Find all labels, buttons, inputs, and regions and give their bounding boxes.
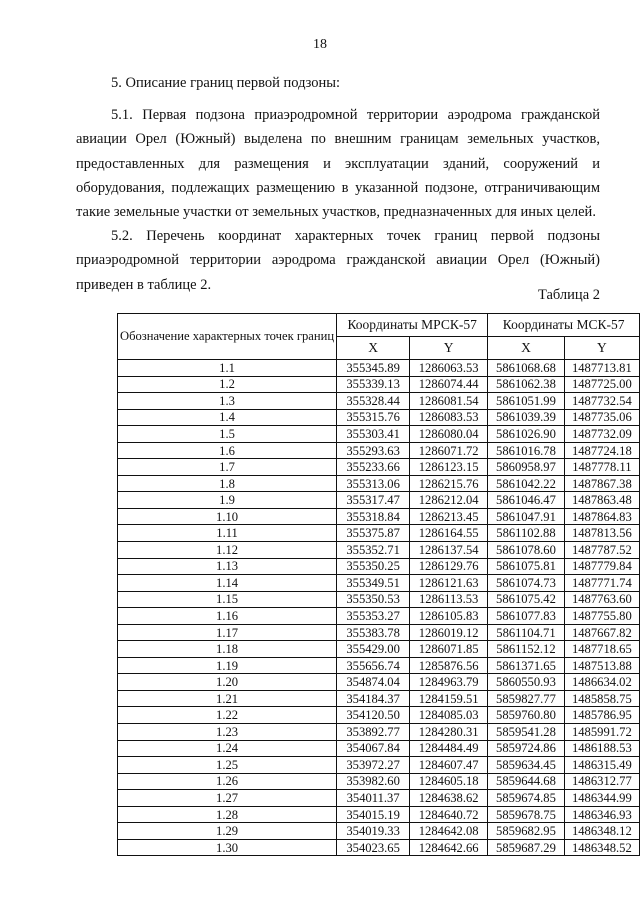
point-id-cell: 1.20 (118, 674, 337, 691)
y-mrsk57-cell: 1285876.56 (410, 657, 488, 674)
point-id-cell: 1.16 (118, 608, 337, 625)
section-heading: 5. Описание границ первой подзоны: (111, 75, 341, 91)
point-id-cell: 1.9 (118, 492, 337, 509)
paragraph-line: авиации Орел (Южный) выделена по внешним границам земельных участков, (76, 131, 600, 148)
x-mrsk57-cell: 355429.00 (337, 641, 410, 658)
x-mrsk57-cell: 355350.25 (337, 558, 410, 575)
x-mrsk57-cell: 353972.27 (337, 757, 410, 774)
point-id-cell: 1.11 (118, 525, 337, 542)
y-mrsk57-cell: 1286123.15 (410, 459, 488, 476)
y-msk57-cell: 1487787.52 (564, 542, 639, 559)
x-msk57-cell: 5859644.68 (488, 773, 565, 790)
x-mrsk57-cell: 355318.84 (337, 508, 410, 525)
x-msk57-cell: 5861046.47 (488, 492, 565, 509)
point-id-cell: 1.1 (118, 360, 337, 377)
y-msk57-cell: 1487755.80 (564, 608, 639, 625)
point-id-cell: 1.4 (118, 409, 337, 426)
table-row (118, 459, 640, 476)
table-row (118, 492, 640, 509)
y-mrsk57-cell: 1284642.66 (410, 839, 488, 856)
x-msk57-cell: 5861102.88 (488, 525, 565, 542)
x-mrsk57-cell: 355317.47 (337, 492, 410, 509)
point-id-cell: 1.27 (118, 790, 337, 807)
x-mrsk57-cell: 355313.06 (337, 475, 410, 492)
x-msk57-cell: 5859674.85 (488, 790, 565, 807)
paragraph-line: приаэродромной территории аэродрома гражданской авиации Орел (Южный) (76, 252, 600, 269)
y-msk57-cell: 1486315.49 (564, 757, 639, 774)
x-msk57-cell: 5860958.97 (488, 459, 565, 476)
y-msk57-cell: 1486348.52 (564, 839, 639, 856)
x-msk57-cell: 5861077.83 (488, 608, 565, 625)
y-msk57-cell: 1487864.83 (564, 508, 639, 525)
y-mrsk57-cell: 1284642.08 (410, 823, 488, 840)
x-mrsk57-cell: 355383.78 (337, 624, 410, 641)
table-row (118, 790, 640, 807)
y-mrsk57-cell: 1286213.45 (410, 508, 488, 525)
x-msk57-cell: 5859760.80 (488, 707, 565, 724)
y-mrsk57-cell: 1284484.49 (410, 740, 488, 757)
point-id-cell: 1.5 (118, 426, 337, 443)
paragraph-line: такие земельные участки от земельных участков, предназначенных для иных целей. (76, 204, 596, 221)
x-msk57-cell: 5859541.28 (488, 724, 565, 741)
x-msk57-cell: 5859724.86 (488, 740, 565, 757)
y-mrsk57-cell: 1286215.76 (410, 475, 488, 492)
table-row (118, 757, 640, 774)
x-mrsk57-cell: 354023.65 (337, 839, 410, 856)
x-msk57-cell: 5861074.73 (488, 575, 565, 592)
x-mrsk57-cell: 354019.33 (337, 823, 410, 840)
paragraph-5-2 (76, 224, 600, 297)
y-msk57-cell: 1487763.60 (564, 591, 639, 608)
paragraph-line: 5.2. Перечень координат характерных точек границ первой подзоны (111, 228, 600, 244)
x-mrsk57-cell: 355656.74 (337, 657, 410, 674)
y-mrsk57-cell: 1284963.79 (410, 674, 488, 691)
x-mrsk57-cell: 355233.66 (337, 459, 410, 476)
table-row (118, 707, 640, 724)
table-row (118, 624, 640, 641)
table-row (118, 674, 640, 691)
table-row (118, 575, 640, 592)
y-msk57-cell: 1487813.56 (564, 525, 639, 542)
y-msk57-cell: 1487724.18 (564, 442, 639, 459)
table-row (118, 773, 640, 790)
y-msk57-cell: 1486188.53 (564, 740, 639, 757)
y-msk57-cell: 1487667.82 (564, 624, 639, 641)
x-mrsk57-cell: 355303.41 (337, 426, 410, 443)
y-mrsk57-cell: 1284085.03 (410, 707, 488, 724)
y-msk57-cell: 1487718.65 (564, 641, 639, 658)
x-mrsk57-cell: 354120.50 (337, 707, 410, 724)
y-mrsk57-cell: 1286164.55 (410, 525, 488, 542)
x-msk57-cell: 5861047.91 (488, 508, 565, 525)
y-msk57-cell: 1485991.72 (564, 724, 639, 741)
y-msk57-cell: 1487867.38 (564, 475, 639, 492)
table-body (118, 360, 640, 856)
point-id-cell: 1.10 (118, 508, 337, 525)
point-id-cell: 1.28 (118, 806, 337, 823)
table-row (118, 376, 640, 393)
page-number: 18 (313, 37, 327, 52)
point-id-cell: 1.6 (118, 442, 337, 459)
x-mrsk57-cell: 355349.51 (337, 575, 410, 592)
x-mrsk57-cell: 353982.60 (337, 773, 410, 790)
table-row (118, 558, 640, 575)
table-row (118, 393, 640, 410)
x-mrsk57-cell: 353892.77 (337, 724, 410, 741)
point-id-cell: 1.19 (118, 657, 337, 674)
y-msk57-cell: 1487863.48 (564, 492, 639, 509)
point-id-cell: 1.3 (118, 393, 337, 410)
table-row (118, 608, 640, 625)
point-id-cell: 1.17 (118, 624, 337, 641)
y-mrsk57-cell: 1284280.31 (410, 724, 488, 741)
x-msk57-cell: 5861371.65 (488, 657, 565, 674)
header-x-mrsk57: X (337, 337, 410, 360)
y-msk57-cell: 1487778.11 (564, 459, 639, 476)
table-row (118, 426, 640, 443)
point-id-cell: 1.8 (118, 475, 337, 492)
paragraph-line: предоставленных для размещения и эксплуатации зданий, сооружений и (76, 155, 600, 172)
x-msk57-cell: 5861078.60 (488, 542, 565, 559)
point-id-cell: 1.29 (118, 823, 337, 840)
paragraph-5-1 (76, 103, 600, 224)
y-msk57-cell: 1485858.75 (564, 690, 639, 707)
x-msk57-cell: 5861062.38 (488, 376, 565, 393)
paragraph-line: оборудования, подлежащих размещению в указанной подзоне, отграничивающим (76, 179, 600, 196)
y-msk57-cell: 1485786.95 (564, 707, 639, 724)
point-id-cell: 1.25 (118, 757, 337, 774)
table-row (118, 409, 640, 426)
point-id-cell: 1.18 (118, 641, 337, 658)
paragraph-line: 5.1. Первая подзона приаэродромной территории аэродрома гражданской (111, 107, 600, 123)
table-row (118, 360, 640, 377)
y-mrsk57-cell: 1286137.54 (410, 542, 488, 559)
x-msk57-cell: 5859634.45 (488, 757, 565, 774)
x-msk57-cell: 5861075.42 (488, 591, 565, 608)
point-id-cell: 1.30 (118, 839, 337, 856)
table-row (118, 475, 640, 492)
coordinates-table (117, 313, 640, 856)
x-mrsk57-cell: 355353.27 (337, 608, 410, 625)
x-mrsk57-cell: 355375.87 (337, 525, 410, 542)
point-id-cell: 1.13 (118, 558, 337, 575)
x-msk57-cell: 5861039.39 (488, 409, 565, 426)
y-msk57-cell: 1487779.84 (564, 558, 639, 575)
x-msk57-cell: 5861152.12 (488, 641, 565, 658)
y-mrsk57-cell: 1286129.76 (410, 558, 488, 575)
y-mrsk57-cell: 1284605.18 (410, 773, 488, 790)
y-mrsk57-cell: 1284640.72 (410, 806, 488, 823)
y-msk57-cell: 1487771.74 (564, 575, 639, 592)
table-row (118, 740, 640, 757)
y-mrsk57-cell: 1286071.72 (410, 442, 488, 459)
x-mrsk57-cell: 355339.13 (337, 376, 410, 393)
x-mrsk57-cell: 354011.37 (337, 790, 410, 807)
y-mrsk57-cell: 1286081.54 (410, 393, 488, 410)
x-mrsk57-cell: 355350.53 (337, 591, 410, 608)
y-msk57-cell: 1486634.02 (564, 674, 639, 691)
y-mrsk57-cell: 1286121.63 (410, 575, 488, 592)
x-mrsk57-cell: 355328.44 (337, 393, 410, 410)
x-mrsk57-cell: 354874.04 (337, 674, 410, 691)
y-msk57-cell: 1487513.88 (564, 657, 639, 674)
x-msk57-cell: 5861042.22 (488, 475, 565, 492)
y-mrsk57-cell: 1286063.53 (410, 360, 488, 377)
x-mrsk57-cell: 354015.19 (337, 806, 410, 823)
y-msk57-cell: 1487732.54 (564, 393, 639, 410)
table-row (118, 823, 640, 840)
y-mrsk57-cell: 1284607.47 (410, 757, 488, 774)
y-mrsk57-cell: 1284638.62 (410, 790, 488, 807)
table-row (118, 724, 640, 741)
x-msk57-cell: 5861051.99 (488, 393, 565, 410)
point-id-cell: 1.23 (118, 724, 337, 741)
table-row (118, 591, 640, 608)
x-msk57-cell: 5861104.71 (488, 624, 565, 641)
x-msk57-cell: 5860550.93 (488, 674, 565, 691)
x-msk57-cell: 5859678.75 (488, 806, 565, 823)
y-mrsk57-cell: 1284159.51 (410, 690, 488, 707)
point-id-cell: 1.15 (118, 591, 337, 608)
table-row (118, 542, 640, 559)
header-y-msk57: Y (564, 337, 639, 360)
y-msk57-cell: 1486344.99 (564, 790, 639, 807)
y-msk57-cell: 1486312.77 (564, 773, 639, 790)
table-row (118, 508, 640, 525)
x-msk57-cell: 5861068.68 (488, 360, 565, 377)
x-msk57-cell: 5861075.81 (488, 558, 565, 575)
x-mrsk57-cell: 354067.84 (337, 740, 410, 757)
header-point-name: Обозначение характерных точек границ (118, 314, 337, 360)
y-msk57-cell: 1487732.09 (564, 426, 639, 443)
x-msk57-cell: 5861016.78 (488, 442, 565, 459)
y-mrsk57-cell: 1286071.85 (410, 641, 488, 658)
x-msk57-cell: 5859682.95 (488, 823, 565, 840)
table-row (118, 690, 640, 707)
point-id-cell: 1.22 (118, 707, 337, 724)
table-row (118, 839, 640, 856)
y-msk57-cell: 1486346.93 (564, 806, 639, 823)
paragraph-line: приведен в таблице 2. (76, 276, 212, 293)
x-mrsk57-cell: 355352.71 (337, 542, 410, 559)
table-row (118, 525, 640, 542)
table-row (118, 806, 640, 823)
table-row (118, 657, 640, 674)
y-mrsk57-cell: 1286083.53 (410, 409, 488, 426)
table-caption: Таблица 2 (537, 287, 600, 303)
point-id-cell: 1.2 (118, 376, 337, 393)
table-row (118, 442, 640, 459)
header-y-mrsk57: Y (410, 337, 488, 360)
x-mrsk57-cell: 355345.89 (337, 360, 410, 377)
y-mrsk57-cell: 1286019.12 (410, 624, 488, 641)
y-mrsk57-cell: 1286105.83 (410, 608, 488, 625)
y-mrsk57-cell: 1286212.04 (410, 492, 488, 509)
header-group-msk57: Координаты МСК-57 (488, 314, 640, 337)
y-mrsk57-cell: 1286074.44 (410, 376, 488, 393)
x-mrsk57-cell: 354184.37 (337, 690, 410, 707)
point-id-cell: 1.24 (118, 740, 337, 757)
point-id-cell: 1.7 (118, 459, 337, 476)
y-msk57-cell: 1487713.81 (564, 360, 639, 377)
table-row (118, 641, 640, 658)
x-msk57-cell: 5859827.77 (488, 690, 565, 707)
x-mrsk57-cell: 355315.76 (337, 409, 410, 426)
header-x-msk57: X (488, 337, 565, 360)
x-msk57-cell: 5861026.90 (488, 426, 565, 443)
y-msk57-cell: 1486348.12 (564, 823, 639, 840)
point-id-cell: 1.26 (118, 773, 337, 790)
point-id-cell: 1.12 (118, 542, 337, 559)
y-msk57-cell: 1487735.06 (564, 409, 639, 426)
point-id-cell: 1.14 (118, 575, 337, 592)
y-mrsk57-cell: 1286113.53 (410, 591, 488, 608)
x-msk57-cell: 5859687.29 (488, 839, 565, 856)
point-id-cell: 1.21 (118, 690, 337, 707)
header-group-mrsk57: Координаты МРСК-57 (337, 314, 488, 337)
x-mrsk57-cell: 355293.63 (337, 442, 410, 459)
y-mrsk57-cell: 1286080.04 (410, 426, 488, 443)
y-msk57-cell: 1487725.00 (564, 376, 639, 393)
